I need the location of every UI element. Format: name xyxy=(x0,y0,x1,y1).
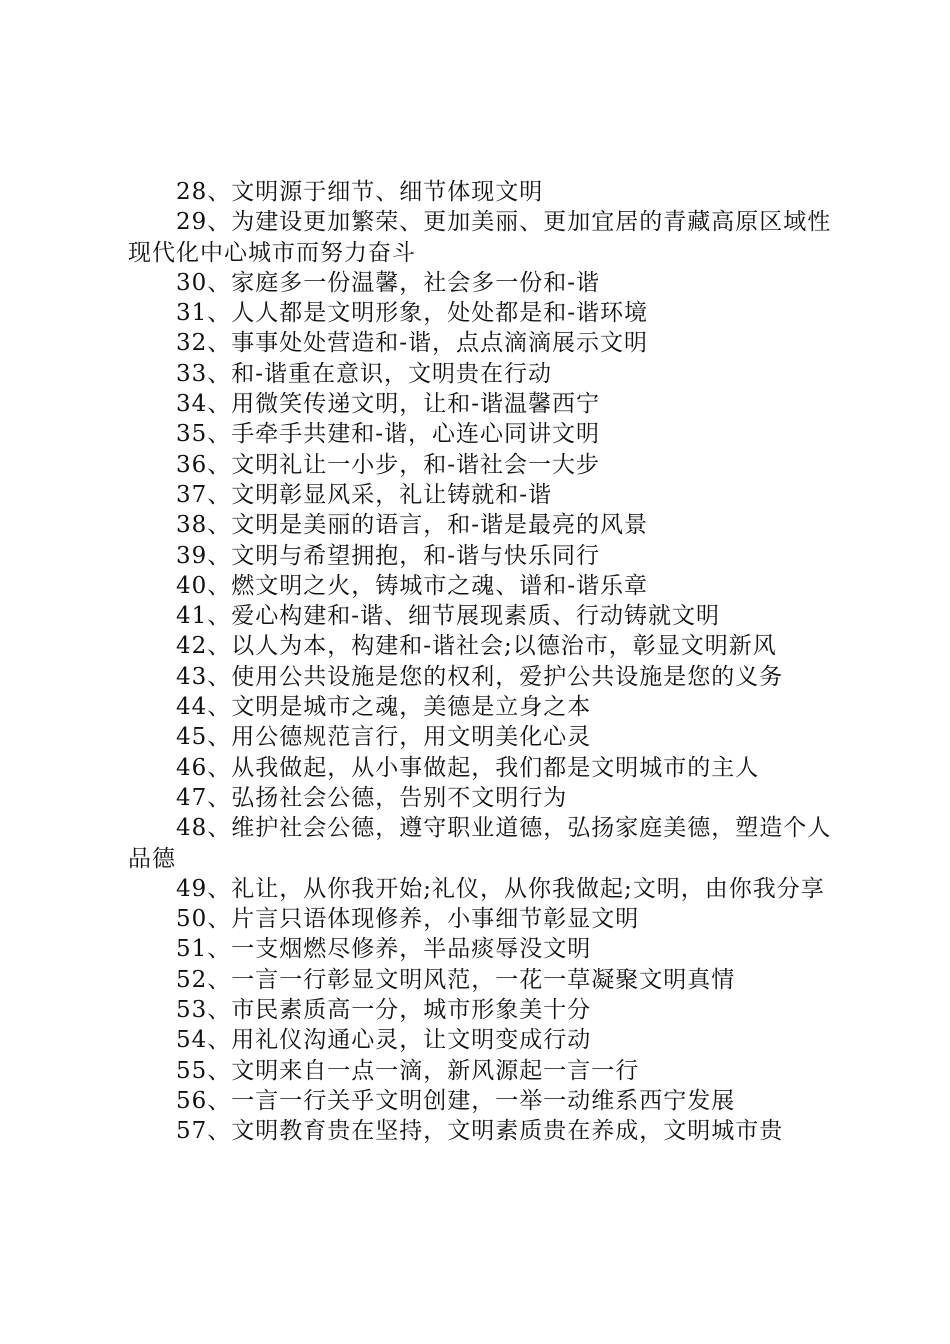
slogan-item: 41、爱心构建和-谐、细节展现素质、行动铸就文明 xyxy=(176,603,721,630)
slogan-item: 36、文明礼让一小步，和-谐社会一大步 xyxy=(176,451,601,478)
slogan-item: 39、文明与希望拥抱，和-谐与快乐同行 xyxy=(176,542,601,569)
slogan-item: 28、文明源于细节、细节体现文明 xyxy=(176,179,544,205)
slogan-item: 56、一言一行关乎文明创建，一举一动维系西宁发展 xyxy=(176,1087,736,1114)
slogan-item: 29、为建设更加繁荣、更加美丽、更加宜居的青藏高原区域性现代化中心城市而努力奋斗 xyxy=(128,209,832,266)
slogan-item: 35、手牵手共建和-谐，心连心同讲文明 xyxy=(176,421,601,448)
slogan-item: 53、市民素质高一分，城市形象美十分 xyxy=(176,997,592,1024)
slogan-item: 40、燃文明之火，铸城市之魂、谱和-谐乐章 xyxy=(176,572,649,599)
slogan-item: 45、用公德规范言行，用文明美化心灵 xyxy=(176,724,592,751)
slogan-item: 34、用微笑传递文明，让和-谐温馨西宁 xyxy=(176,391,601,418)
slogan-list xyxy=(128,177,833,1147)
slogan-item: 49、礼让，从你我开始;礼仪，从你我做起;文明，由你我分享 xyxy=(176,875,825,902)
slogan-item: 38、文明是美丽的语言，和-谐是最亮的风景 xyxy=(176,512,649,539)
slogan-item: 42、以人为本，构建和-谐社会;以德治市，彰显文明新风 xyxy=(176,633,777,660)
slogan-item: 31、人人都是文明形象，处处都是和-谐环境 xyxy=(176,300,649,327)
slogan-item: 51、一支烟燃尽修养，半品痰辱没文明 xyxy=(176,936,592,963)
slogan-item: 52、一言一行彰显文明风范，一花一草凝聚文明真情 xyxy=(176,966,736,993)
slogan-item: 48、维护社会公德，遵守职业道德，弘扬家庭美德，塑造个人品德 xyxy=(128,815,832,872)
slogan-item: 37、文明彰显风采，礼让铸就和-谐 xyxy=(176,481,553,508)
slogan-item: 33、和-谐重在意识，文明贵在行动 xyxy=(176,360,553,387)
slogan-item: 32、事事处处营造和-谐，点点滴滴展示文明 xyxy=(176,330,649,357)
slogan-item: 46、从我做起，从小事做起，我们都是文明城市的主人 xyxy=(176,754,760,781)
slogan-item: 30、家庭多一份温馨，社会多一份和-谐 xyxy=(176,269,601,296)
slogan-item: 43、使用公共设施是您的权利，爱护公共设施是您的义务 xyxy=(176,663,784,690)
slogan-item: 47、弘扬社会公德，告别不文明行为 xyxy=(176,784,568,811)
slogan-item: 54、用礼仪沟通心灵，让文明变成行动 xyxy=(176,1027,592,1054)
slogan-item: 55、文明来自一点一滴，新风源起一言一行 xyxy=(176,1057,640,1084)
slogan-item: 57、文明教育贵在坚持，文明素质贵在养成，文明城市贵 xyxy=(176,1118,784,1145)
slogan-item: 44、文明是城市之魂，美德是立身之本 xyxy=(176,694,592,721)
slogan-item: 50、片言只语体现修养，小事细节彰显文明 xyxy=(176,906,640,933)
